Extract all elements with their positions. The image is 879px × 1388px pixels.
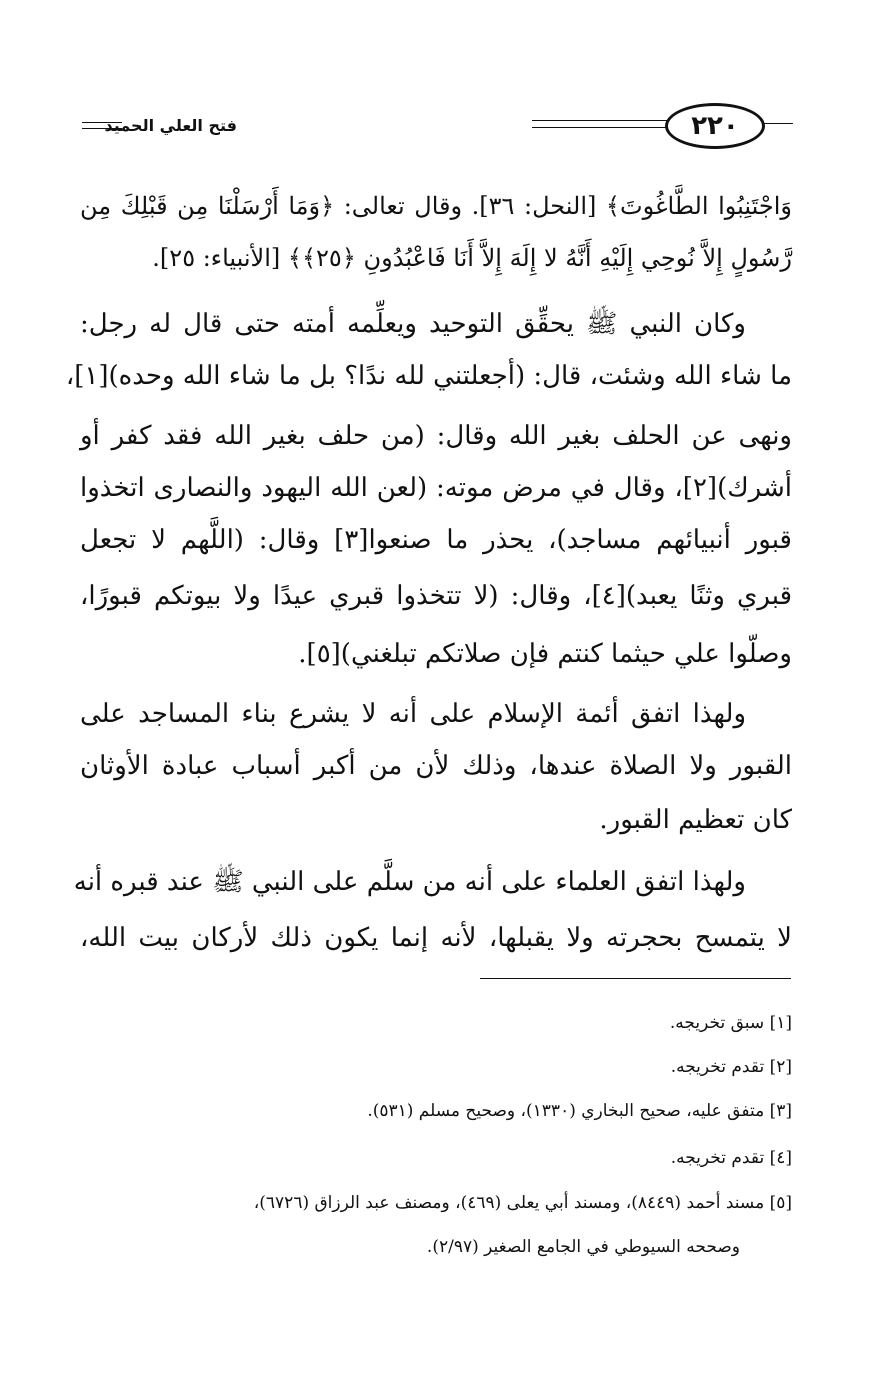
footnote: [٤] تقدم تخريجه. xyxy=(670,1148,792,1168)
footnote: [١] سبق تخريجه. xyxy=(669,1013,792,1033)
body-line: كان تعظيم القبور. xyxy=(599,805,792,835)
body-line: ولهذا اتفق أئمة الإسلام على أنه لا يشرع بناء المساجد على xyxy=(80,699,746,729)
footnote-separator xyxy=(480,978,791,979)
header-rule-far-right xyxy=(763,123,793,124)
body-line: وكان النبي ﷺ يحقِّق التوحيد ويعلِّمه أمته حتى قال له رجل: xyxy=(80,309,746,339)
body-line: وَاجْتَنِبُوا الطَّاغُوتَ﴾ [النحل: ٣٦]. وقال تعالى: ﴿وَمَا أَرْسَلْنَا مِن قَبْلِكَ مِن xyxy=(80,192,792,220)
page-number: ٢٢٠ xyxy=(665,103,765,149)
body-line: ولهذا اتفق العلماء على أنه من سلَّم على النبي ﷺ عند قبره أنه xyxy=(73,867,746,897)
header-rule-right-bottom xyxy=(532,127,667,128)
body-line: لا يتمسح بحجرته ولا يقبلها، لأنه إنما يكون ذلك لأركان بيت الله، xyxy=(80,923,792,953)
footnote: [٢] تقدم تخريجه. xyxy=(670,1057,792,1077)
body-line: ما شاء الله وشئت، قال: (أجعلتني لله ندًا؟ بل ما شاء الله وحده)[١]، xyxy=(65,361,792,391)
body-line: القبور ولا الصلاة عندها، وذلك لأن من أكبر أسباب عبادة الأوثان xyxy=(80,751,792,781)
body-line: قبور أنبيائهم مساجد)، يحذر ما صنعوا[٣] وقال: (اللَّهم لا تجعل xyxy=(80,525,792,555)
book-title: فتح العلي الحميد xyxy=(104,116,237,135)
body-line: قبري وثنًا يعبد)[٤]، وقال: (لا تتخذوا قبري عيدًا ولا بيوتكم قبورًا، xyxy=(80,581,792,611)
footnote: [٣] متفق عليه، صحيح البخاري (١٣٣٠)، وصحيح مسلم (٥٣١). xyxy=(367,1101,792,1121)
body-line: ونهى عن الحلف بغير الله وقال: (من حلف بغير الله فقد كفر أو xyxy=(80,421,792,451)
body-line: وصلّوا علي حيثما كنتم فإن صلاتكم تبلغني)[٥]. xyxy=(298,639,792,669)
body-line: أشرك)[٢]، وقال في مرض موته: (لعن الله اليهود والنصارى اتخذوا xyxy=(80,473,792,503)
footnote: [٥] مسند أحمد (٨٤٤٩)، ومسند أبي يعلى (٤٦٩)، ومصنف عبد الرزاق (٦٧٢٦)، xyxy=(253,1193,792,1213)
header-rule-right-top xyxy=(532,120,667,121)
footnote-continuation: وصححه السيوطي في الجامع الصغير (٢/٩٧). xyxy=(426,1237,740,1257)
body-line: رَّسُولٍ إِلاَّ نُوحِي إِلَيْهِ أَنَّهُ لا إِلَهَ إِلاَّ أَنَا فَاعْبُدُونِ ﴿٢٥﴾﴾ [الأنبياء: ٢٥]. xyxy=(152,244,792,272)
